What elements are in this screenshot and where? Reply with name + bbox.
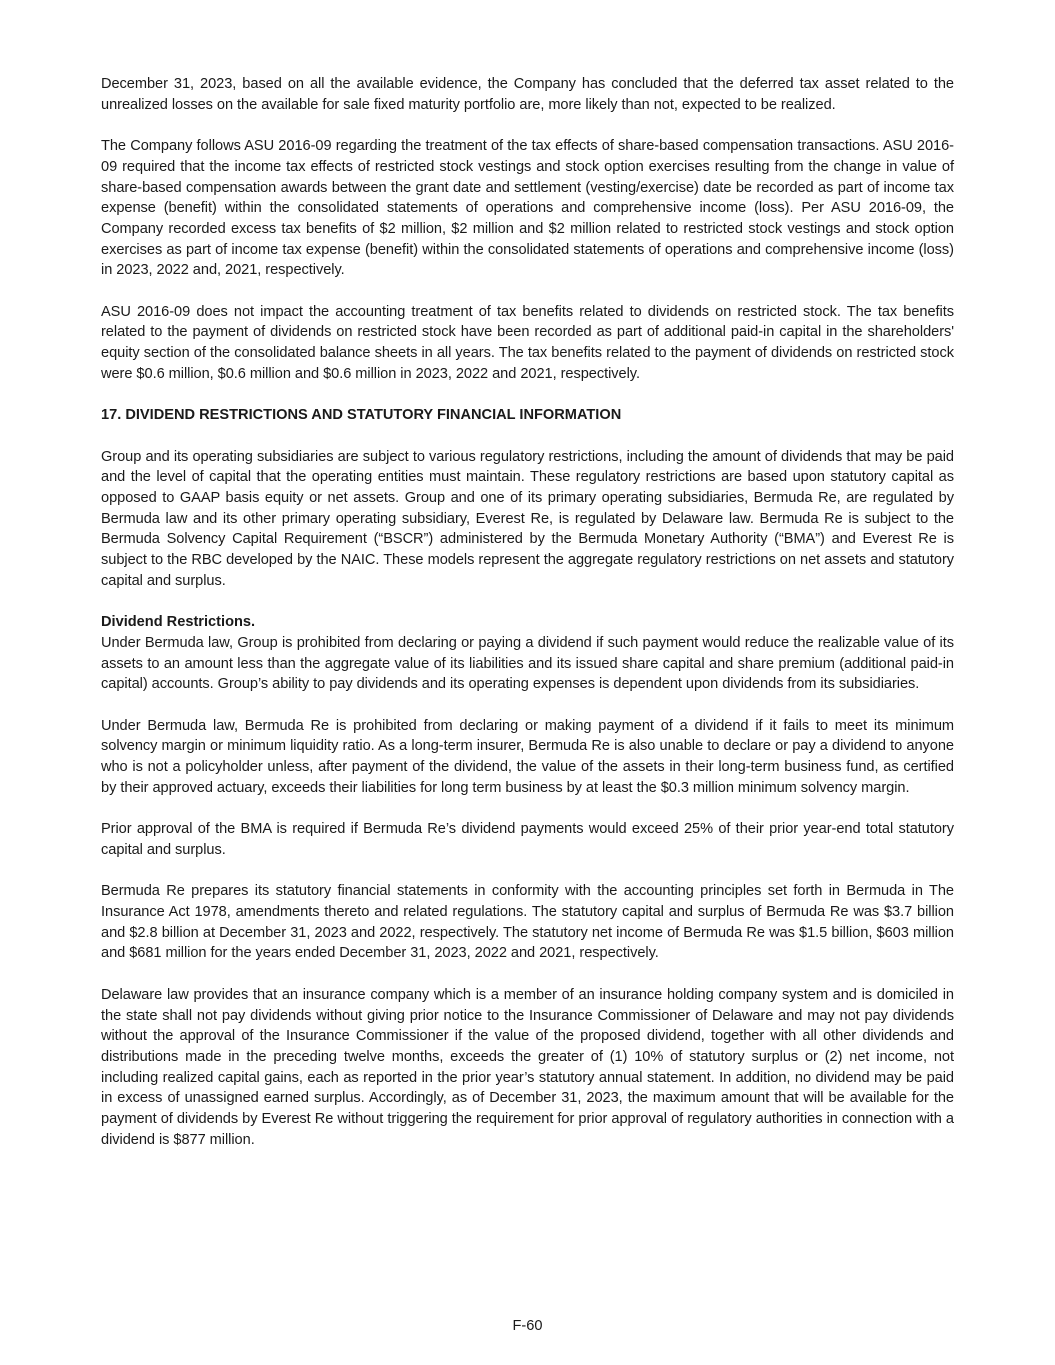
paragraph-delaware-law: Delaware law provides that an insurance company which is a member of an insurance holding company system and is domiciled in the state shall not pay dividends without giving prior notice to the Insurance Commissioner of Delaware and may not pay dividends without the approval of the Insurance Commissioner if the value of the proposed dividend, together with all other dividends and distributions made in the preceding twelve months, exceeds the greater of (1) 10% of statutory surplus or (2) net income, not including realized capital gains, each as reported in the prior year’s statutory annual statement. In addition, no dividend may be paid in excess of unassigned earned surplus. Accordingly, as of December 31, 2023, the maximum amount that will be available for the payment of dividends by Everest Re without triggering the requirement for prior approval of regulatory authorities in connection with a dividend is $877 million. <box>101 986 954 1148</box>
paragraph-regulatory-restrictions: Group and its operating subsidiaries are subject to various regulatory restrictions, including the amount of dividends that may be paid and the level of capital that the operating entities must maintain. These regulatory restrictions are based upon statutory capital as opposed to GAAP basis equity or net assets. Group and one of its primary operating subsidiaries, Bermuda Re, are regulated by Bermuda law and its other primary operating subsidiary, Everest Re, is regulated by Delaware law. Bermuda Re is subject to the Bermuda Solvency Capital Requirement (“BSCR”) administered by the Bermuda Monetary Authority (“BMA”) and Everest Re is subject to the RBC developed by the NAIC. These models represent the aggregate regulatory restrictions on net assets and statutory capital and surplus. <box>101 448 954 589</box>
paragraph-asu-2016-09-dividends: ASU 2016-09 does not impact the accounting treatment of tax benefits related to dividends on restricted stock. The tax benefits related to the payment of dividends on restricted stock have been recorded as part of additional paid-in capital in the shareholders' equity section of the consolidated balance sheets in all years. The tax benefits related to the payment of dividends on restricted stock were $0.6 million, $0.6 million and $0.6 million in 2023, 2022 and 2021, respectively. <box>101 303 954 382</box>
paragraph-deferred-tax: December 31, 2023, based on all the available evidence, the Company has concluded that the deferred tax asset related to the unrealized losses on the available for sale fixed maturity portfolio are, more likely than not, expected to be realized. <box>101 76 954 113</box>
paragraph-bermuda-re-statutory: Bermuda Re prepares its statutory financial statements in conformity with the accounting principles set forth in Bermuda in The Insurance Act 1978, amendments thereto and related regulations. The statutory capital and surplus of Bermuda Re was $3.7 billion and $2.8 billion at December 31, 2023 and 2022, respectively. The statutory net income of Bermuda Re was $1.5 billion, $603 million and $681 million for the years ended December 31, 2023, 2022 and 2021, respectively. <box>101 883 954 962</box>
subsection-heading: Dividend Restrictions. <box>101 614 256 631</box>
section-heading: 17. DIVIDEND RESTRICTIONS AND STATUTORY FINANCIAL INFORMATION <box>101 407 622 424</box>
page-number: F-60 <box>512 1318 543 1334</box>
document-page <box>101 74 954 1171</box>
paragraph-group-dividends: Under Bermuda law, Group is prohibited from declaring or paying a dividend if such payment would reduce the realizable value of its assets to an amount less than the aggregate value of its liabilities and its issued share capital and share premium (additional paid-in capital) accounts. Group’s ability to pay dividends and its operating expenses is dependent upon dividends from its subsidiaries. <box>101 634 954 693</box>
paragraph-bma-approval: Prior approval of the BMA is required if Bermuda Re’s dividend payments would exceed 25% of their prior year-end total statutory capital and surplus. <box>101 821 954 858</box>
paragraph-bermuda-re-solvency: Under Bermuda law, Bermuda Re is prohibited from declaring or making payment of a dividend if it fails to meet its minimum solvency margin or minimum liquidity ratio. As a long-term insurer, Bermuda Re is also unable to declare or pay a dividend to anyone who is not a policyholder unless, after payment of the dividend, the value of the assets in their long-term business fund, as certified by their approved actuary, exceeds their liabilities for long term business by at least the $0.3 million minimum solvency margin. <box>101 717 954 796</box>
paragraph-asu-2016-09-treatment: The Company follows ASU 2016-09 regarding the treatment of the tax effects of share-based compensation transactions. ASU 2016-09 required that the income tax effects of restricted stock vestings and stock option exercises resulting from the change in value of share-based compensation awards between the grant date and settlement (vesting/exercise) date be recorded as part of income tax expense (benefit) within the consolidated statements of operations and comprehensive income (loss). Per ASU 2016-09, the Company recorded excess tax benefits of $2 million, $2 million and $2 million related to restricted stock vestings and stock option exercises as part of income tax expense (benefit) within the consolidated statements of operations and comprehensive income (loss) in 2023, 2022 and, 2021, respectively. <box>101 138 954 279</box>
